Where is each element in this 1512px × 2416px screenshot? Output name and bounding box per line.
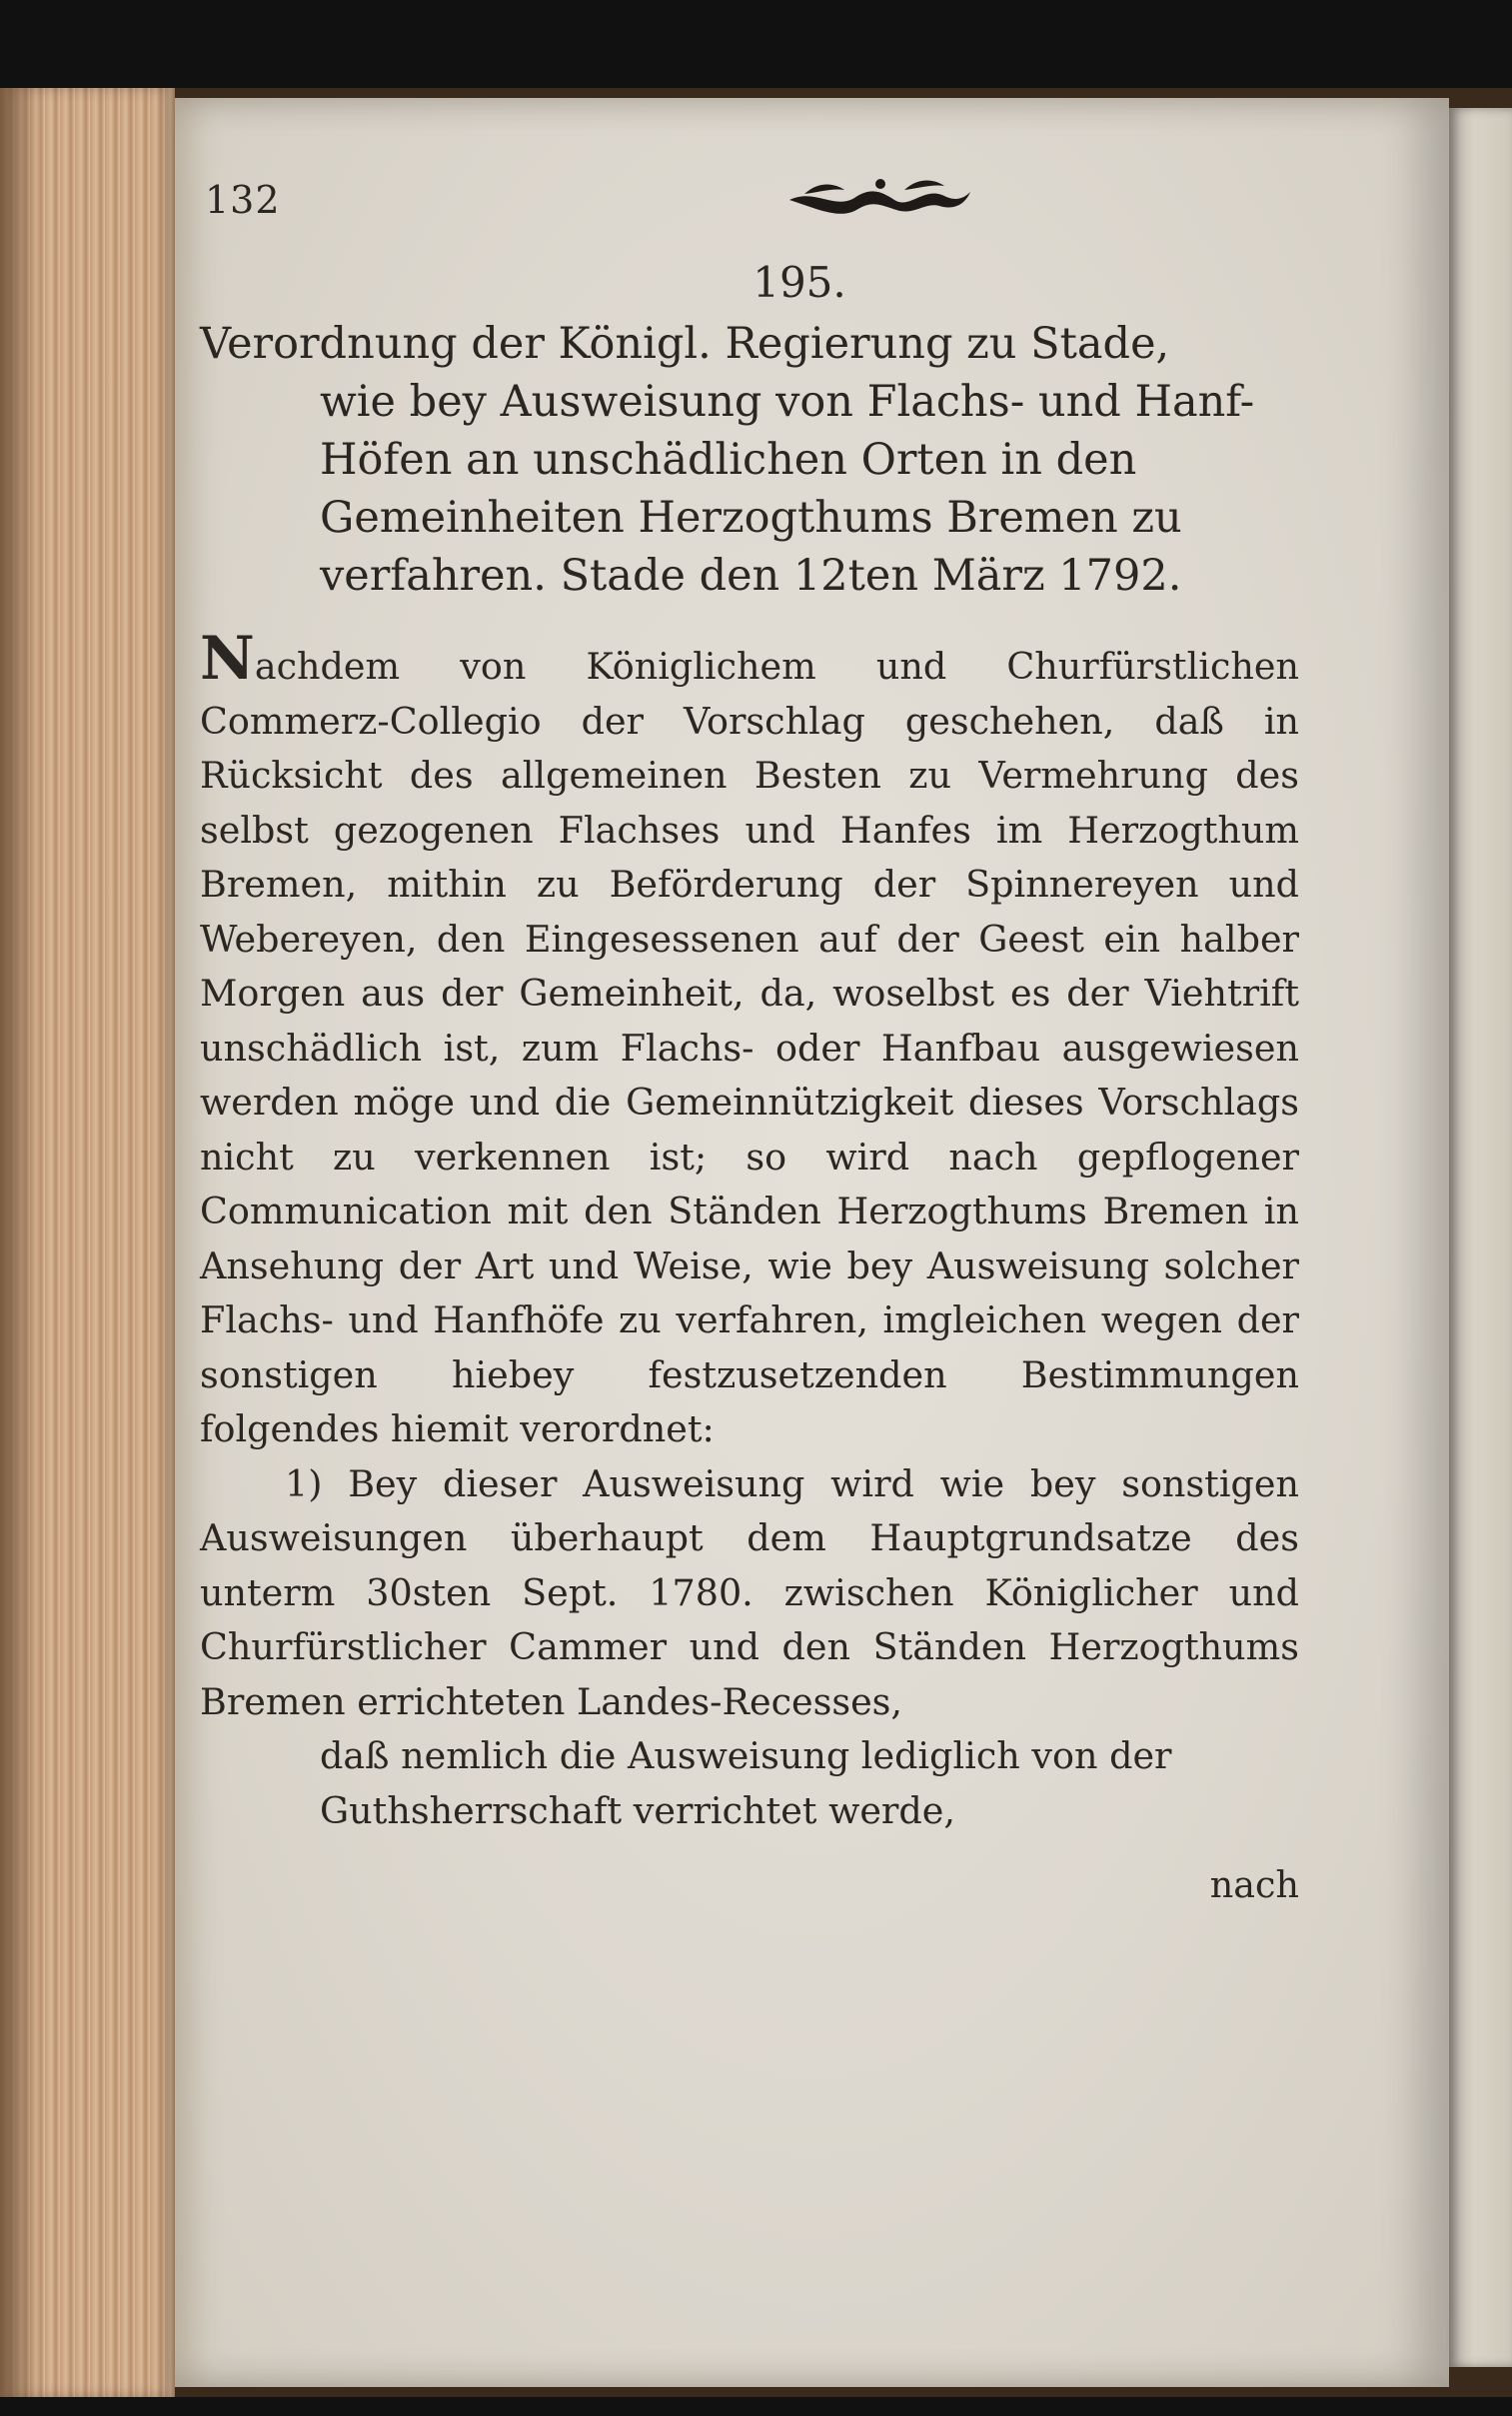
worn-edge: [0, 88, 40, 2397]
page-edges-left: [0, 88, 175, 2397]
page-header: [200, 160, 1319, 240]
ornament-icon: [784, 170, 974, 228]
item-1-paragraph: 1) Bey dieser Ausweisung wird wie bey sonstigen Ausweisungen überhaupt dem Hauptgrundsatze des unterm 30sten Sept. 1780. zwischen Königlicher und Churfürstlicher Cammer und den Ständen Herzogthums Bremen errichteten Landes-Recesses,: [200, 1461, 1299, 1723]
catchword: nach: [1209, 1863, 1299, 1906]
heading-continuation: wie bey Ausweisung von Flachs- und Hanf-Höfen an unschädlichen Orten in den Gemeinheiten Herzogthums Bremen zu verfahren. Stade den 12ten März 1792.: [320, 377, 1255, 601]
item-1-subclause: daß nemlich die Ausweisung lediglich von der Guthsherrschaft verrichtet werde,: [320, 1734, 1172, 1832]
ordinance-heading: [200, 315, 1279, 605]
next-page-edge: [1449, 108, 1512, 2367]
heading-first-line: Verordnung der Königl. Regierung zu Stade,: [200, 319, 1170, 369]
preamble-paragraph: [200, 624, 1299, 1457]
page-text-block: [200, 160, 1319, 1913]
drop-initial: N: [200, 624, 255, 694]
page-number: 132: [205, 178, 281, 222]
preamble-text: achdem von Königlichem und Churfürstlichen Commerz-Collegio der Vorschlag geschehen, daß in Rücksicht des allgemeinen Besten zu Vermehrung des selbst gezogenen Flachses und Hanfes im Herzogthum Bremen, mithin zu Beförderung der Spinnereyen und Webereyen, den Eingesessenen auf der Geest ein halber Morgen aus der Gemeinheit, da, woselbst es der Viehtrift unschädlich ist, zum Flachs- oder Hanfbau ausgewiesen werden möge und die Gemeinnützigkeit dieses Vorschlags nicht zu verkennen ist; so wird nach gepflogener Communication mit den Ständen Herzogthums Bremen in Ansehung der Art und Weise, wie bey Ausweisung solcher Flachs- und Hanfhöfe zu verfahren, imgleichen wegen der sonstigen hiebey festzusetzenden Bestimmungen folgendes hiemit verordnet:: [200, 645, 1299, 1450]
section-number: 195.: [753, 258, 846, 307]
